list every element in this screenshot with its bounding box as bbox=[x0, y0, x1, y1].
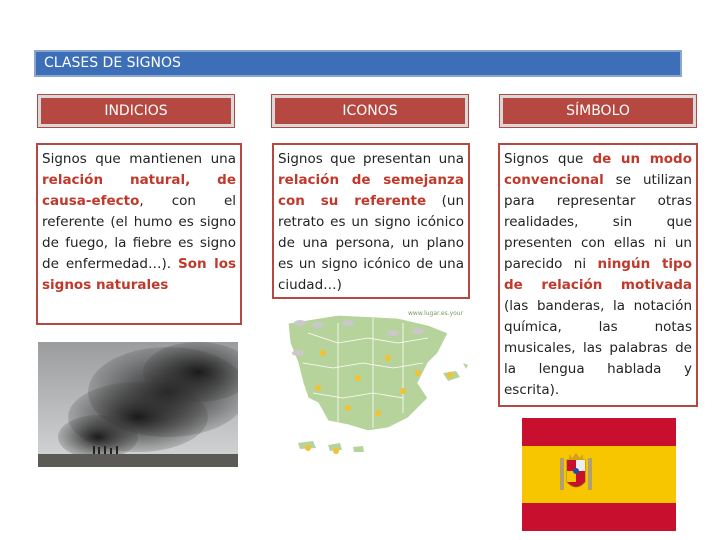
text-indicios bbox=[36, 143, 242, 325]
body-text: Signos que presentan una bbox=[278, 151, 464, 167]
spain-flag bbox=[522, 418, 676, 531]
highlighted-text: ningún tipo de relación motivada bbox=[504, 256, 692, 293]
map-caption: www.lugar.es.your bbox=[408, 310, 464, 317]
body-text: Signos que bbox=[504, 151, 593, 167]
smoke-illustration bbox=[38, 342, 238, 467]
header-iconos: ICONOS bbox=[272, 95, 468, 127]
body-text: (las banderas, la notación química, las notas musicales, las palabras de la lengua hablada y escrita). bbox=[504, 298, 692, 398]
page-title: CLASES DE SIGNOS bbox=[34, 50, 682, 77]
spain-flag-illustration bbox=[522, 418, 676, 531]
body-text: (un retrato es un signo icónico de una persona, un plano es un signo icónico de una ciudad…) bbox=[278, 193, 464, 293]
highlighted-text: relación natural, de causa-efecto bbox=[42, 172, 236, 209]
highlighted-text: de un modo convencional bbox=[504, 151, 692, 188]
body-text: se utilizan para representar otras realidades, sin que presenten con ellas ni un parecido ni bbox=[504, 172, 692, 272]
text-simbolo bbox=[498, 143, 698, 407]
smoke-photo bbox=[38, 342, 238, 467]
header-indicios: INDICIOS bbox=[38, 95, 234, 127]
highlighted-text: relación de semejanza con su referente bbox=[278, 172, 464, 209]
header-simbolo: SÍMBOLO bbox=[500, 95, 696, 127]
text-iconos bbox=[272, 143, 470, 299]
highlighted-text: Son los signos naturales bbox=[42, 256, 237, 293]
body-text: Signos que mantienen una bbox=[42, 151, 236, 167]
spain-weather-map-illustration bbox=[278, 303, 474, 458]
body-text: , con el referente (el humo es signo de fuego, la fiebre es signo de enfermedad…). bbox=[42, 193, 236, 272]
weather-map bbox=[278, 303, 474, 458]
